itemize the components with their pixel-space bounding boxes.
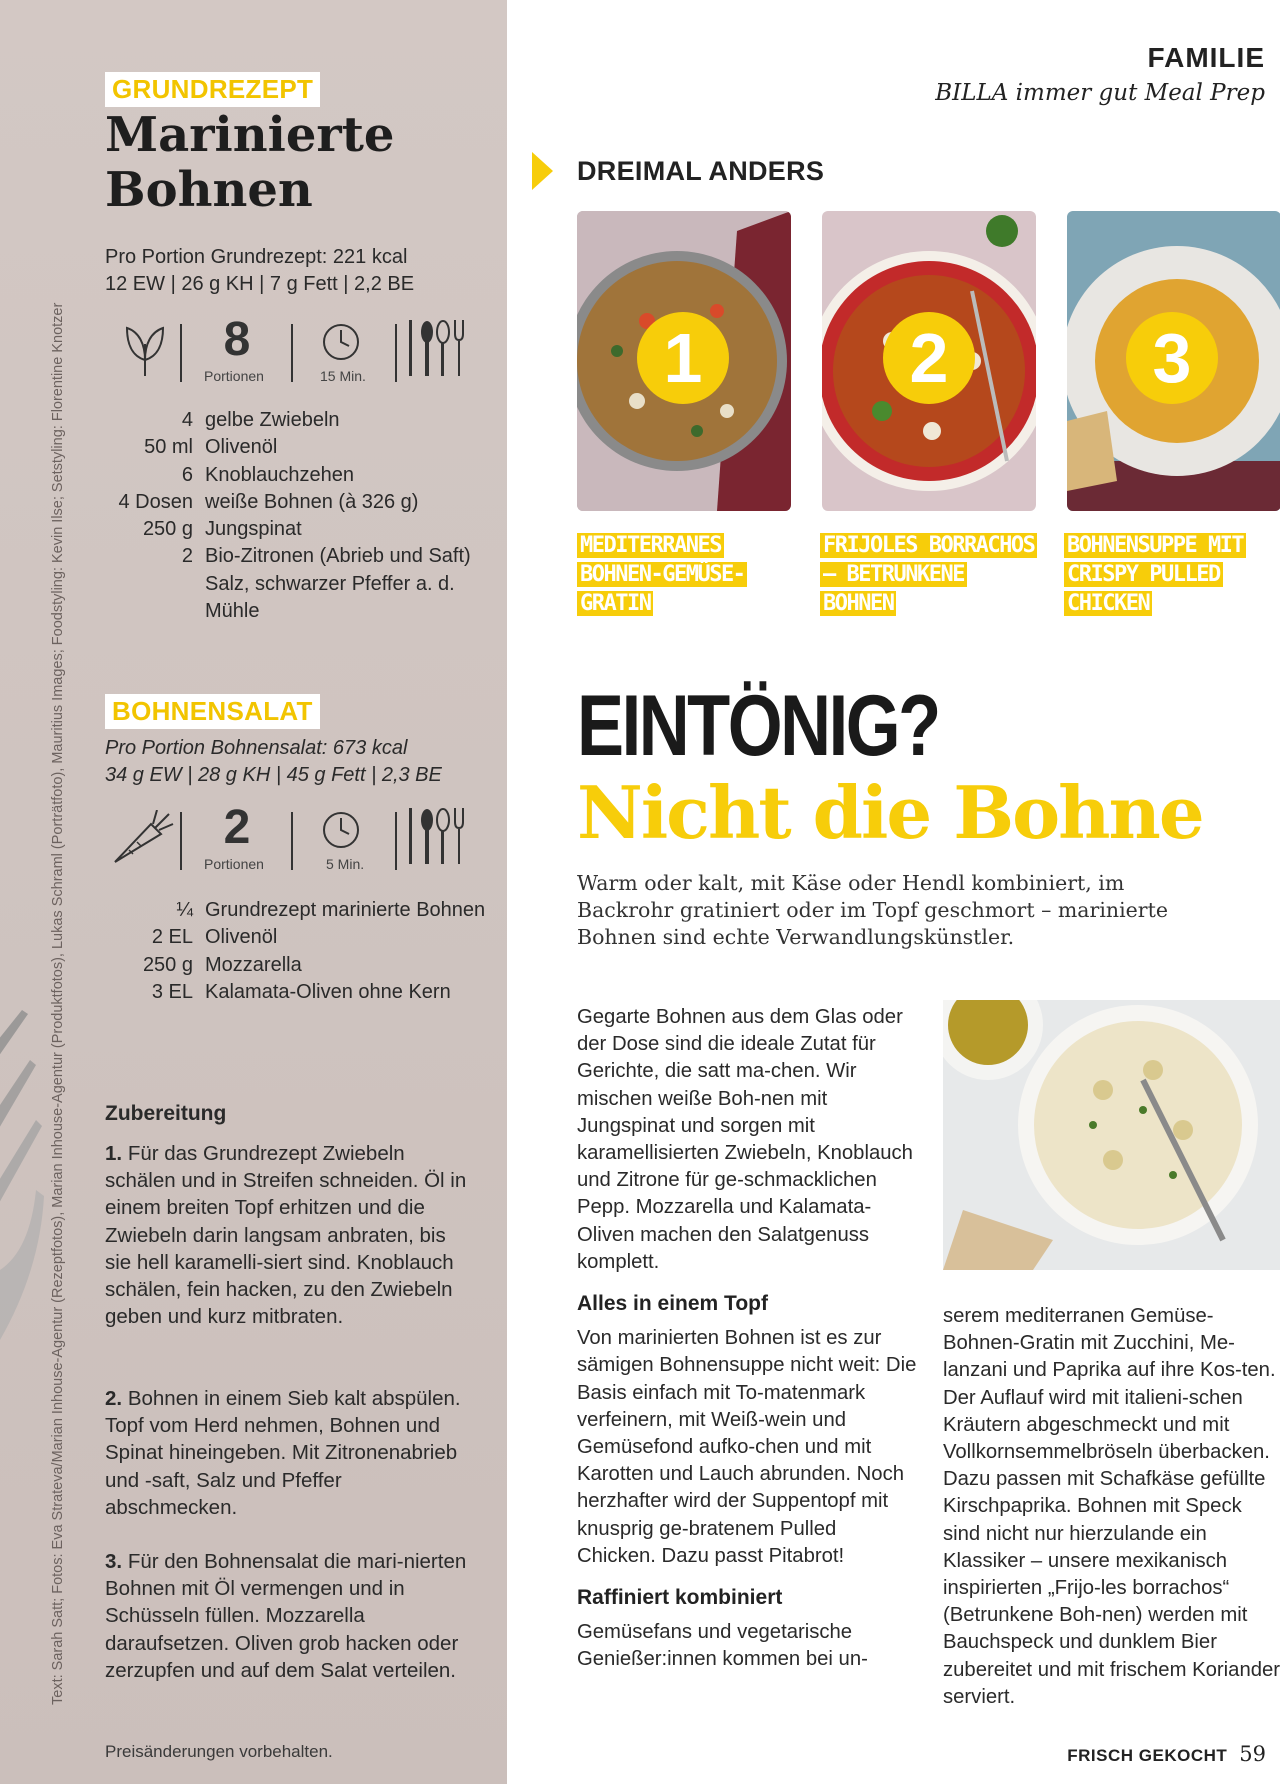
nutrition-line: 34 g EW | 28 g KH | 45 g Fett | 2,3 BE (105, 764, 442, 786)
body-subheading: Alles in einem Topf (577, 1292, 768, 1316)
cutlery-icon (405, 808, 467, 868)
ingredient-amount: 50 ml (144, 436, 193, 459)
body-paragraph: Gegarte Bohnen aus dem Glas oder der Dose sind die ideale Zutat für Gerichte, die satt ma-chen. Wir mischen weiße Boh-nen mit Jungspinat und sorgen mit karamellisierten Zwiebeln, Knoblauch und Zitrone für ge-schmacklichen Pepp. Mozzarella und Kalamata-Oliven machen den Salatgenuss komplett. (577, 1006, 913, 1273)
ingredient-name: Kalamata-Oliven ohne Kern (205, 980, 451, 1003)
ingredient-row (105, 952, 505, 979)
ingredient-row (105, 924, 505, 951)
nutrition-info (105, 735, 505, 789)
frijoles-photo (822, 211, 1036, 511)
clock-icon (321, 322, 361, 362)
nutrition-line: Pro Portion Bohnensalat: 673 kcal (105, 737, 408, 759)
disclaimer: Preisänderungen vorbehalten. (105, 1742, 333, 1761)
portions-count: 2 (223, 801, 251, 854)
separator (291, 324, 293, 382)
ingredient-row (105, 979, 505, 1006)
ingredient-amount: 250 g (142, 953, 193, 976)
ingredient-name: Mozzarella (205, 953, 302, 976)
leaf-icon (123, 320, 167, 378)
beans-photo (943, 1000, 1280, 1270)
body-paragraph: Gemüsefans und vegetarische Genießer:innen kommen bei un- (577, 1621, 868, 1671)
ingredient-amount (105, 571, 205, 626)
recipe-title (105, 108, 485, 218)
step-number: 2. (105, 1387, 123, 1410)
number-badge: 1 (637, 312, 729, 404)
step-text: Für den Bohnensalat die mari-nierten Bohnen mit Öl vermengen und in Schüsseln füllen. Mozzarella daraufsetzen. Oliven grob hacken oder zerzupfen und auf dem Salat verteilen. (105, 1550, 467, 1682)
ingredient-name: Knoblauchzehen (205, 463, 355, 486)
ingredient-name: gelbe Zwiebeln (205, 409, 340, 431)
lead-text: Warm oder kalt, mit Käse oder Hendl kombiniert, im Backrohr gratiniert oder im Topf geschmort – marinierte Bohnen sind echte Verwandlungskünstler. (577, 871, 1168, 950)
headline: EINTÖNIG? (577, 678, 939, 774)
preparation-heading: Zubereitung (105, 1102, 227, 1125)
separator (291, 812, 293, 870)
separator (395, 812, 397, 870)
ingredient-name: Olivenöl (205, 926, 278, 949)
ingredient-name: Bio-Zitronen (Abrieb und Saft) (205, 545, 471, 568)
nutrition-line: 12 EW | 26 g KH | 7 g Fett | 2,2 BE (105, 273, 415, 295)
recipe-tag-bohnensalat: BOHNENSALAT (105, 694, 320, 729)
nutrition-line: Pro Portion Grundrezept: 221 kcal (105, 246, 408, 268)
body-column-right (943, 1303, 1280, 1711)
portions-label: Portionen (204, 368, 264, 384)
dish-caption-text: BOHNENSUPPE MIT CRISPY PULLED CHICKEN (1064, 533, 1246, 616)
dish-caption-text: MEDITERRANES BOHNEN-GEMÜSE-GRATIN (577, 533, 747, 616)
arrow-icon (532, 152, 553, 190)
ingredient-name: Olivenöl (205, 436, 278, 459)
ingredient-row (105, 489, 505, 516)
step-text: Bohnen in einem Sieb kalt abspülen. Topf vom Herd nehmen, Bohnen und Spinat hineingeben. Mit Zitronenabrieb und -saft, Salz und Pfeffer abschmecken. (105, 1387, 461, 1519)
body-column-left (577, 1004, 917, 1674)
ingredient-amount: 3 EL (151, 980, 193, 1003)
ingredient-amount: 4 Dosen (118, 490, 193, 513)
body-paragraph: Von marinierten Bohnen ist es zur sämigen Bohnensuppe nicht weit: Die Basis einfach mit To-matenmark verfeinern, mit Weiß-wein und Gemüsefond aufko-chen und mit Karotten und Lauch abrunden. Noch herzhafter wird der Suppentopf mit knusprig ge-bratenem Pulled Chicken. Dazu passt Pitabrot! (577, 1327, 917, 1567)
page-footer (1067, 1742, 1280, 1766)
step-text: Für das Grundrezept Zwiebeln schälen und in Streifen schneiden. Öl in einem breiten Topf erhitzen und die Zwiebeln darin langsam anbraten, bis sie hell karamelli-siert sind. Knoblauch schälen, fein hacken, zu den Zwiebeln geben und kurz mitbraten. (105, 1142, 467, 1329)
footer-label: FRISCH GEKOCHT (1067, 1746, 1228, 1765)
ingredient-row (105, 407, 505, 434)
ingredient-row (105, 434, 505, 461)
body-subheading: Raffiniert kombiniert (577, 1586, 783, 1610)
recipe-info-bar (105, 313, 485, 388)
ingredient-amount: ¼ (176, 899, 193, 921)
time-label: 5 Min. (326, 856, 365, 872)
soup-photo (1067, 211, 1280, 511)
page-number: 59 (1239, 1742, 1266, 1766)
ingredient-amount: 2 (181, 545, 193, 568)
recipe-title-line1: Marinierte (105, 107, 395, 163)
photo-credits: Text: Sarah Satt; Fotos: Eva Strateva/Marian Inhouse-Agentur (Rezeptfotos), Marian Inhouse-Agentur (Produktfotos), Lukas Schraml (Porträtfoto), Mauritius Images; Foodstyling: Kevin Ilse; Setstyling: Florentine Knotzer (50, 302, 66, 1705)
recipe-panel (0, 0, 507, 1784)
gratin-photo (577, 211, 791, 511)
dish-caption (820, 531, 1048, 618)
separator (180, 812, 182, 870)
time-label: 15 Min. (320, 368, 366, 384)
ingredient-name: weiße Bohnen (à 326 g) (205, 490, 419, 513)
dish-caption (577, 531, 805, 618)
step-number: 1. (105, 1142, 123, 1165)
prep-step (105, 1140, 475, 1330)
clock-icon (321, 810, 361, 850)
section-subtitle: BILLA immer gut Meal Prep (935, 80, 1265, 106)
number-badge: 3 (1126, 312, 1218, 404)
ingredient-name: Grundrezept marinierte Bohnen (205, 899, 486, 921)
section-title: FAMILIE (1147, 42, 1265, 73)
fork-decoration (0, 1010, 50, 1390)
recipe-tag-grundrezept: GRUNDREZEPT (105, 72, 320, 107)
recipe-info-bar (105, 801, 485, 876)
separator (395, 324, 397, 382)
ingredient-row (105, 571, 505, 626)
number-badge: 2 (883, 312, 975, 404)
ingredient-row (105, 897, 505, 924)
ingredient-name: Salz, schwarzer Pfeffer a. d. Mühle (205, 572, 455, 623)
separator (180, 324, 182, 382)
prep-step (105, 1385, 475, 1521)
ingredient-row (105, 516, 505, 543)
cutlery-icon (405, 320, 467, 380)
prep-step (105, 1548, 475, 1684)
ingredient-amount: 4 (181, 409, 193, 431)
ingredient-name: Jungspinat (205, 518, 302, 541)
body-paragraph: serem mediterranen Gemüse-Bohnen-Gratin mit Zucchini, Me-lanzani und Paprika auf ihre Kos-ten. Der Auflauf wird mit italieni-schen Kräutern abgeschmeckt und mit Vollkornsemmelbröseln überbacken. Dazu passen mit Schafkäse gefüllte Kirschpaprika. Bohnen mit Speck sind nicht nur hierzulande ein Klassiker – unsere mexikanisch inspirierten „Frijo-les borrachos“ (Betrunkene Boh-nen) werden mit Bauchspeck und dunklem Bier zubereitet und mit frischem Koriander serviert. (943, 1305, 1280, 1708)
dish-caption (1064, 531, 1280, 618)
ingredient-amount: 2 EL (151, 926, 193, 949)
ingredient-list (105, 897, 505, 1006)
nutrition-info (105, 244, 505, 298)
dreimal-heading: DREIMAL ANDERS (577, 156, 825, 186)
ingredient-row (105, 543, 505, 570)
portions-count: 8 (223, 313, 251, 366)
ingredient-row (105, 462, 505, 489)
portions-label: Portionen (204, 856, 264, 872)
recipe-title-line2: Bohnen (105, 162, 313, 218)
ingredient-amount: 250 g (142, 518, 193, 541)
subheadline: Nicht die Bohne (577, 770, 1203, 855)
dish-caption-text: FRIJOLES BORRACHOS – BETRUNKENE BOHNEN (820, 533, 1037, 616)
ingredient-list (105, 407, 505, 625)
step-number: 3. (105, 1550, 123, 1573)
beans-image (943, 1000, 1280, 1270)
ingredient-amount: 6 (181, 463, 193, 486)
carrot-icon (111, 810, 175, 866)
